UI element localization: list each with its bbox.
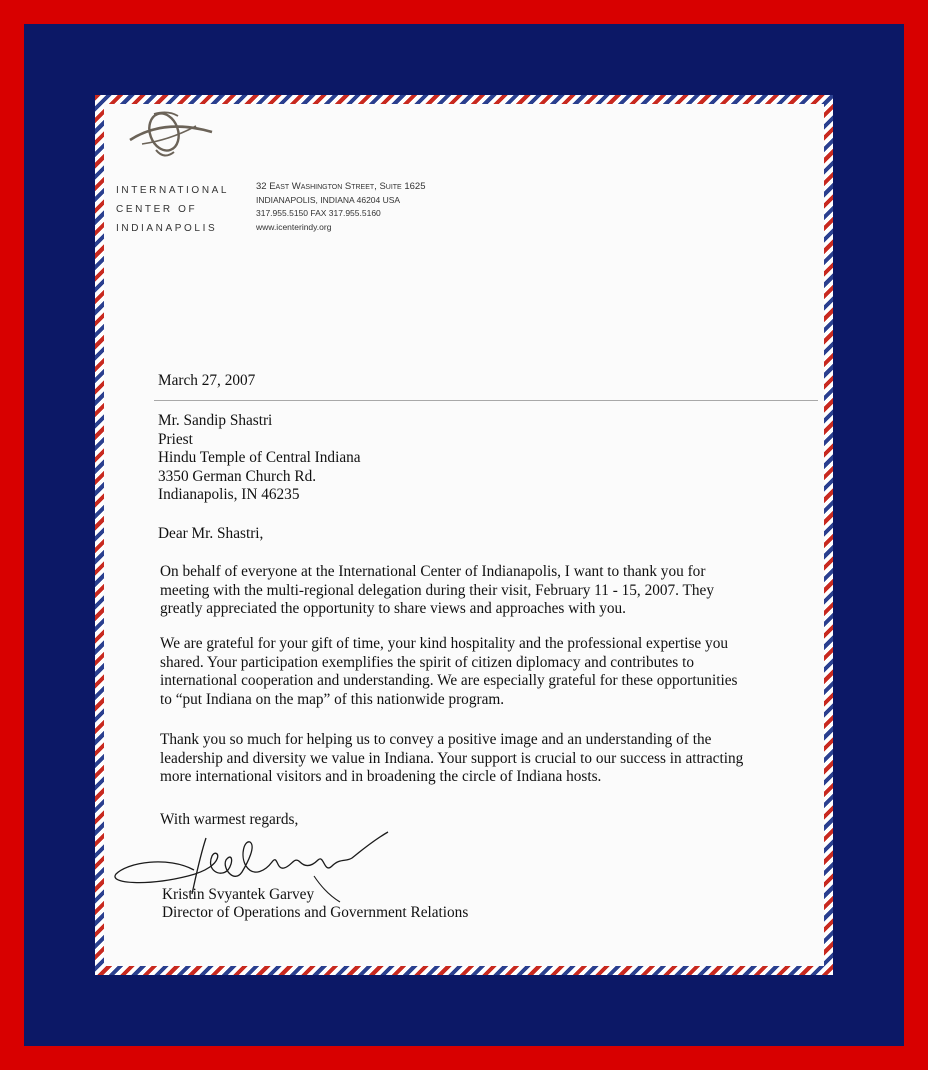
paragraph-line: On behalf of everyone at the International Center of Indianapolis, I want to thank you for (160, 563, 706, 580)
letterhead-address (256, 180, 426, 234)
recipient-block (158, 412, 361, 505)
address-website: www.icenterindy.org (256, 221, 332, 232)
recipient-line: Mr. Sandip Shastri (158, 412, 273, 429)
paragraph-line: greatly appreciated the opportunity to share views and approaches with you. (160, 600, 626, 617)
signer-title: Director of Operations and Government Relations (162, 904, 469, 921)
recipient-line: 3350 German Church Rd. (158, 467, 317, 485)
paragraph-line: meeting with the multi-regional delegation during their visit, February 11 - 15, 2007. They (160, 581, 714, 599)
paragraph-line: shared. Your participation exemplifies the spirit of citizen diplomacy and contributes to (160, 653, 694, 671)
paragraph-line: leadership and diversity we value in Indiana. Your support is crucial to our success in attracting (160, 749, 744, 767)
closing: With warmest regards, (160, 811, 299, 828)
globe-orbit-logo-icon (124, 110, 214, 172)
org-line-2: CENTER OF (116, 204, 198, 215)
signer-name: Kristin Svyantek Garvey (162, 886, 315, 903)
recipient-line: Priest (158, 430, 193, 448)
recipient-line: Indianapolis, IN 46235 (158, 486, 300, 503)
paragraph-line: more international visitors and in broadening the circle of Indiana hosts. (160, 768, 602, 785)
address-phone-fax: 317.955.5150 FAX 317.955.5160 (256, 208, 381, 218)
paragraph-2 (160, 635, 800, 709)
paragraph-line: to “put Indiana on the map” of this nationwide program. (160, 690, 505, 708)
recipient-line: Hindu Temple of Central Indiana (158, 449, 361, 466)
address-city: INDIANAPOLIS, INDIANA 46204 USA (256, 194, 401, 205)
salutation: Dear Mr. Shastri, (158, 525, 264, 542)
letter-date: March 27, 2007 (158, 372, 256, 389)
paragraph-line: international cooperation and understanding. We are especially grateful for these opportunities (160, 672, 738, 689)
org-line-3: INDIANAPOLIS (116, 223, 218, 234)
paragraph-3 (160, 731, 800, 787)
letter-page (104, 104, 824, 966)
address-street: 32 East Washington Street, Suite 1625 (256, 181, 426, 192)
paragraph-1 (160, 563, 800, 619)
organization-name (116, 181, 230, 238)
paper-fold-line (154, 400, 818, 401)
paragraph-line: Thank you so much for helping us to convey a positive image and an understanding of the (160, 731, 712, 748)
paragraph-line: We are grateful for your gift of time, your kind hospitality and the professional expertise you (160, 635, 728, 652)
org-line-1: INTERNATIONAL (116, 185, 230, 196)
